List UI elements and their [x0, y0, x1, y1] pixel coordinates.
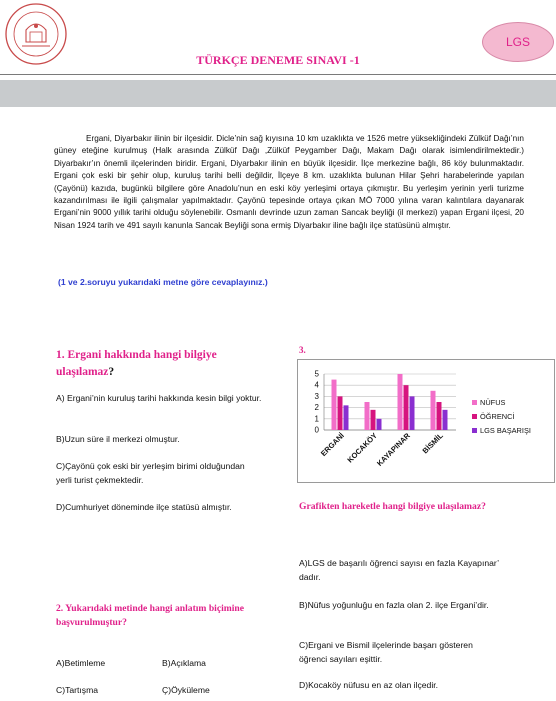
- legend-swatch: [472, 428, 477, 433]
- question-2-option-c[interactable]: C)Tartışma: [56, 685, 99, 695]
- chart-bar: [398, 374, 403, 430]
- legend-label: ÖĞRENCİ: [480, 412, 515, 421]
- question-3-option-a[interactable]: A)LGS de başarılı öğrenci sayısı en fazla Kayapınar’ dadır.: [299, 558, 499, 582]
- legend-label: LGS BAŞARIŞI: [480, 426, 531, 435]
- y-tick-label: 2: [314, 403, 319, 413]
- population-chart: [297, 359, 555, 483]
- passage-text: Ergani, Diyarbakır ilinin bir ilçesidir. Dicle’nin sağ kıyısına 10 km uzaklıkta ve 1526 metre yüksekliğindeki Zülküf Dağı’nın güney eteğine kurulmuş (Halk arasında Zülküf Dağı ,Zülküf Peygamber Dağı, Makam Dağı olarak isimlendirilmektedir.) Diyarbakır’ın önemli ilçelerinden biridir. Ergani, Diyarbakır ilinin en büyük ilçesidir. İlçe merkezine bağlı, 86 köy bulunmaktadır. Ergani çok eski bir şehir olup, kuruluş tarihi belli değildir, İlçeye 8 km. uzaklıkta bulunan Hilar Şehri harabelerinde yapılan (Çayönü) kazıda, bugünkü bilgilere göre Anadolu’nun en eski köy yerleşimi ortaya çıkmıştır. Bu yerleşim yerinin yerli turizme kazandırılması ile ilgili çalışmalar yapılmaktadır. Çayönü tepesinde ortaya çıkan MÖ 7000 yılına varan kalıntılara dayanarak Ergani’nin 9000 yıllık tarihi olduğu söylenebilir. Osmanlı devrinde uzun zaman Sancak beyliği (il merkezi) yapan Ergani ilçesi, 20 Nisan 1924 tarih ve 491 sayılı kanunla Sancak Beyliği sona ermiş Diyarbakır iline bağlı ilçe statüsünü almıştır.: [54, 134, 524, 230]
- header-band: [0, 80, 556, 107]
- legend-swatch: [472, 414, 477, 419]
- legend-label: NÜFUS: [480, 398, 506, 407]
- chart-canvas: [298, 360, 554, 482]
- chart-bar: [431, 391, 436, 430]
- question-2-text: 2. Yukarıdaki metinde hangi anlatım biçimine başvurulmuştur?: [56, 603, 244, 628]
- y-tick-label: 0: [314, 425, 319, 435]
- chart-bar: [404, 385, 409, 430]
- chart-bar: [377, 419, 382, 430]
- question-3-option-b[interactable]: B)Nüfus yoğunluğu en fazla olan 2. ilçe Ergani’dir.: [299, 600, 489, 610]
- question-3-text: Grafikten hareketle hangi bilgiye ulaşılamaz?: [299, 501, 486, 512]
- chart-bar: [437, 402, 442, 430]
- y-tick-label: 5: [314, 369, 319, 379]
- question-2-option-a[interactable]: A)Betimleme: [56, 658, 106, 668]
- lgs-badge-label: LGS: [505, 35, 530, 49]
- question-1-option-a[interactable]: A) Ergani’nin kuruluş tarihi hakkında kesin bilgi yoktur.: [56, 393, 262, 403]
- question-3-number: 3.: [299, 345, 306, 355]
- question-1-option-c[interactable]: C)Çayönü çok eski bir yerleşim birimi olduğundan yerli turist çekmektedir.: [56, 461, 245, 485]
- reading-passage: [54, 133, 524, 232]
- question-1-text: 1. Ergani hakkında hangi bilgiye ulaşılamaz: [56, 349, 217, 378]
- question-2-option-d[interactable]: Ç)Öyküleme: [162, 685, 210, 695]
- x-tick-label: BİSMİL: [420, 431, 445, 456]
- question-1-option-d[interactable]: D)Cumhuriyet döneminde ilçe statüsü almıştır.: [56, 502, 232, 512]
- y-tick-label: 1: [314, 414, 319, 424]
- question-2-option-b[interactable]: B)Açıklama: [162, 658, 206, 668]
- chart-bar: [338, 396, 343, 430]
- exam-title: TÜRKÇE DENEME SINAVI -1: [196, 53, 360, 67]
- x-tick-label: KOCAKÖY: [345, 431, 379, 465]
- question-1: [56, 347, 276, 381]
- chart-bar: [365, 402, 370, 430]
- chart-bar: [371, 410, 376, 430]
- x-tick-label: KAYAPINAR: [374, 431, 412, 468]
- y-tick-label: 4: [314, 380, 319, 390]
- question-1-mark: ?: [108, 366, 115, 378]
- question-3-option-d[interactable]: D)Kocaköy nüfusu en az olan ilçedir.: [299, 680, 439, 690]
- legend-swatch: [472, 400, 477, 405]
- y-tick-label: 3: [314, 391, 319, 401]
- instruction-text: (1 ve 2.soruyu yukarıdaki metne göre cevaplayınız.): [58, 277, 268, 287]
- chart-bar: [443, 410, 448, 430]
- chart-bar: [410, 396, 415, 430]
- question-3-option-c[interactable]: C)Ergani ve Bismil ilçelerinde başarı gösteren öğrenci sayıları eşittir.: [299, 640, 473, 664]
- question-1-option-b[interactable]: B)Uzun süre il merkezi olmuştur.: [56, 434, 180, 444]
- chart-bar: [344, 405, 349, 430]
- x-tick-label: ERGANİ: [318, 431, 346, 459]
- chart-bar: [332, 380, 337, 430]
- header-divider: [0, 74, 556, 75]
